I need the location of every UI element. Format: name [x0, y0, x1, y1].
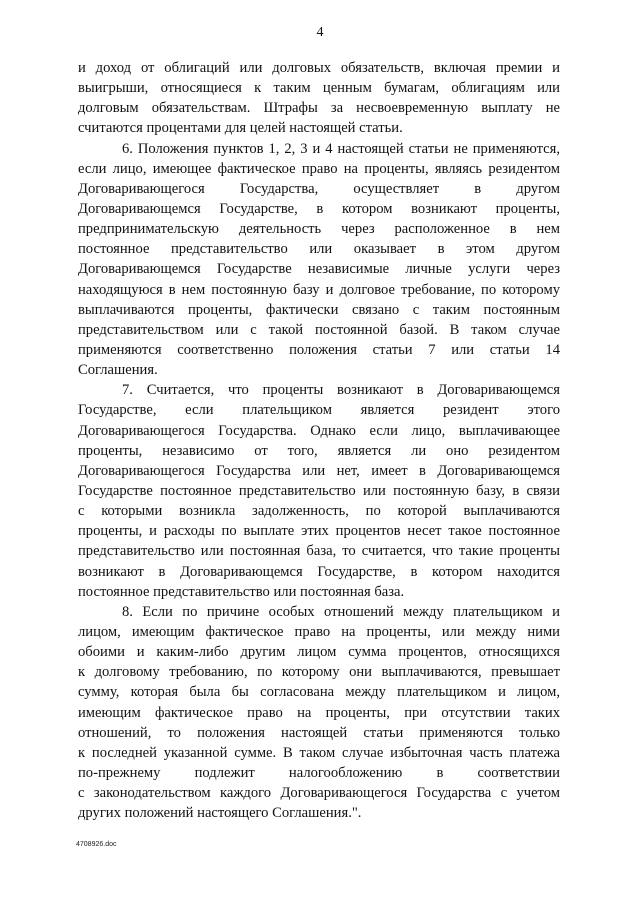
- text-line: возникают в Договаривающемся Государстве, в котором находится: [78, 563, 560, 580]
- text-line: сумму, которая была бы согласована между плательщиком и лицом,: [78, 684, 560, 701]
- text-line: обоими и каким-либо другим лицом сумма процентов, относящихся: [78, 644, 560, 661]
- text-line: других положений настоящего Соглашения.".: [78, 805, 362, 822]
- paragraph-6: [78, 139, 560, 381]
- text-line: Государстве постоянное представительство или постоянную базу, в связи: [78, 482, 560, 499]
- text-line: находящуюся в нем постоянную базу и долговое требование, по которому: [78, 281, 560, 298]
- text-line: представительством или с такой постоянной базой. В таком случае: [78, 321, 560, 338]
- text-line: постоянное представительство или оказывает в этом другом: [78, 241, 560, 258]
- text-line: проценты, независимо от того, является ли оно резидентом: [78, 442, 560, 459]
- text-line: к последней указанной сумме. В таком случае избыточная часть платежа: [78, 744, 560, 761]
- text-line: с законодательством каждого Договаривающегося Государства с учетом: [78, 785, 560, 802]
- text-line: Государстве, если плательщиком является резидент этого: [78, 402, 560, 419]
- text-line: 6. Положения пунктов 1, 2, 3 и 4 настоящей статьи не применяются,: [122, 140, 560, 157]
- text-line: 8. Если по причине особых отношений между плательщиком и: [122, 603, 560, 620]
- text-line: Соглашения.: [78, 362, 158, 379]
- text-line: считаются процентами для целей настоящей статьи.: [78, 120, 403, 137]
- text-line: Договаривающегося Государства или нет, имеет в Договаривающемся: [78, 462, 560, 479]
- text-line: представительство или постоянная база, то считается, что такие проценты: [78, 543, 560, 560]
- text-line: выигрыши, относящиеся к таким ценным бумагам, облигациям или: [78, 80, 560, 97]
- text-line: к долговому требованию, по которому они выплачиваются, превышает: [78, 664, 560, 681]
- text-line: Договаривающегося Государства, осуществляет в другом: [78, 180, 560, 197]
- text-line: долговым обязательствам. Штрафы за несвоевременную выплату не: [78, 100, 560, 117]
- paragraph-8: [78, 602, 560, 824]
- text-line: предпринимательскую деятельность через расположенное в нем: [78, 221, 560, 238]
- text-line: с которыми возникла задолженность, по которой выплачиваются: [78, 503, 560, 520]
- paragraph-7: [78, 380, 560, 602]
- text-line: выплачиваются проценты, фактически связано с таким постоянным: [78, 301, 560, 318]
- text-line: отношений, то положения настоящей статьи применяются только: [78, 724, 560, 741]
- text-line: постоянное представительство или постоянная база.: [78, 583, 405, 600]
- text-line: Договаривающемся Государстве, в котором возникают проценты,: [78, 200, 560, 217]
- paragraph-continuation: [78, 58, 560, 139]
- text-line: Договаривающемся Государстве независимые личные услуги через: [78, 261, 560, 278]
- text-line: лицом, имеющим фактическое право на проценты, или между ними: [78, 623, 560, 640]
- text-line: имеющим фактическое право на проценты, при отсутствии таких: [78, 704, 560, 721]
- text-line: 7. Считается, что проценты возникают в Договаривающемся: [122, 382, 560, 399]
- text-line: и доход от облигаций или долговых обязательств, включая премии и: [78, 60, 560, 76]
- page-number: 4: [316, 25, 324, 40]
- text-line: по-прежнему подлежит налогообложению в соответствии: [78, 764, 560, 781]
- footer-filename: 4708926.doc: [76, 841, 117, 848]
- text-line: если лицо, имеющее фактическое право на проценты, являясь резидентом: [78, 160, 560, 177]
- document-body: [78, 58, 560, 823]
- text-line: применяются соответственно положения статьи 7 или статьи 14: [78, 341, 560, 358]
- text-line: проценты, и расходы по выплате этих процентов несет такое постоянное: [78, 523, 560, 540]
- text-line: Договаривающегося Государства. Однако если лицо, выплачивающее: [78, 422, 560, 439]
